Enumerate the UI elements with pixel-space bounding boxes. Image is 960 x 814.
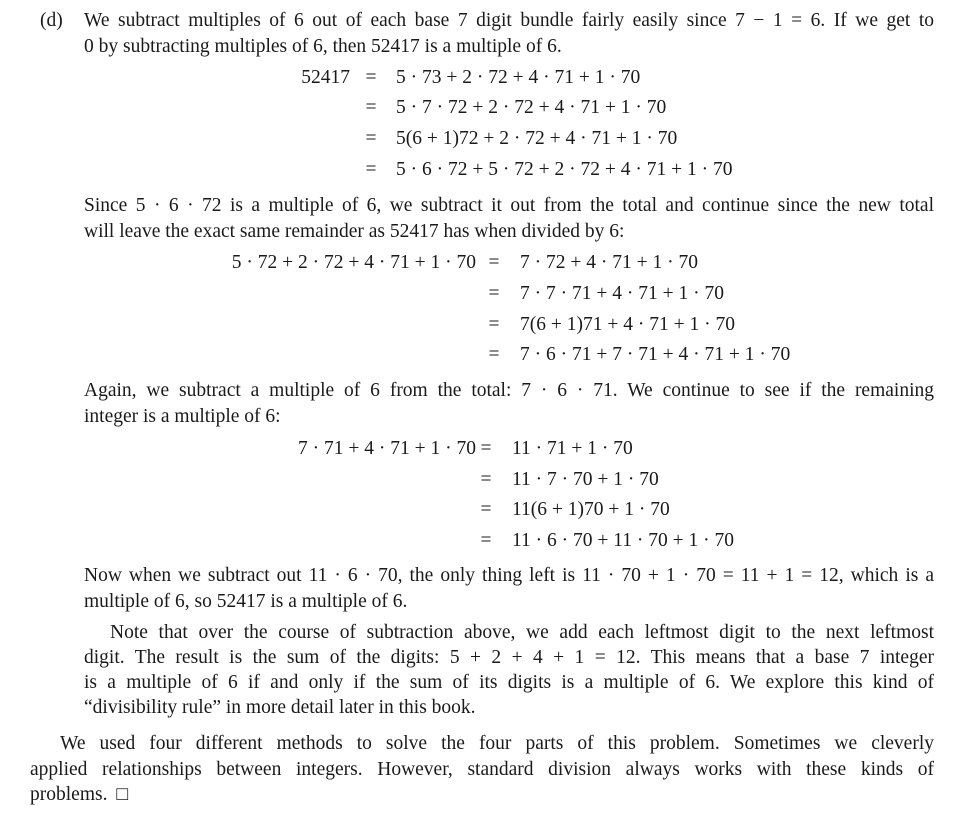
eq1-lhs: 52417: [301, 67, 350, 88]
eq1-rhs-2: 5 · 7 · 72 + 2 · 72 + 4 · 71 + 1 · 70: [396, 97, 667, 118]
eq2-equals-1: =: [488, 252, 500, 273]
para2-line-2: will leave the exact same remainder as 52417 has when divided by 6:: [84, 221, 625, 242]
para5-line-4: “divisibility rule” in more detail later in this book.: [84, 697, 476, 718]
eq3-rhs-2: 11 · 7 · 70 + 1 · 70: [512, 469, 659, 490]
eq3-rhs-3: 11(6 + 1)70 + 1 · 70: [512, 499, 670, 520]
conclusion-line-3: [30, 782, 128, 807]
para3-line-2: integer is a multiple of 6:: [84, 406, 281, 427]
eq2-rhs-3: 7(6 + 1)71 + 4 · 71 + 1 · 70: [520, 314, 735, 335]
eq1-rhs-1: 5 · 73 + 2 · 72 + 4 · 71 + 1 · 70: [396, 67, 641, 88]
eq2-equals-3: =: [488, 314, 500, 335]
eq2-lhs: 5 · 72 + 2 · 72 + 4 · 71 + 1 · 70: [231, 252, 476, 273]
eq3-rhs-1: 11 · 71 + 1 · 70: [512, 438, 633, 459]
eq1-rhs-4: 5 · 6 · 72 + 5 · 72 + 2 · 72 + 4 · 71 + 1 · 70: [396, 159, 733, 180]
para4-line-1: Now when we subtract out 11 · 6 · 70, the only thing left is 11 · 70 + 1 · 70 = 11 + 1 = 12, which is a: [84, 565, 934, 586]
eq2-equals-2: =: [488, 283, 500, 304]
conclusion-line-2: applied relationships between integers. However, standard division always works with these kinds of: [30, 759, 934, 780]
conclusion-line-1: We used four different methods to solve the four parts of this problem. Sometimes we cleverly: [60, 733, 934, 754]
conclusion-last-words: problems.: [30, 784, 108, 805]
eq3-lhs: 7 · 71 + 4 · 71 + 1 · 70: [298, 438, 476, 459]
para5-line-3: is a multiple of 6 if and only if the sum of its digits is a multiple of 6. We explore this kind of: [84, 672, 934, 693]
eq1-equals-4: =: [365, 159, 377, 180]
eq2-rhs-2: 7 · 7 · 71 + 4 · 71 + 1 · 70: [520, 283, 724, 304]
intro-line-2: 0 by subtracting multiples of 6, then 52417 is a multiple of 6.: [84, 36, 562, 57]
eq1-equals-2: =: [365, 97, 377, 118]
eq3-rhs-4: 11 · 6 · 70 + 11 · 70 + 1 · 70: [512, 530, 735, 551]
eq1-rhs-3: 5(6 + 1)72 + 2 · 72 + 4 · 71 + 1 · 70: [396, 128, 678, 149]
eq3-equals-3: =: [480, 499, 492, 520]
eq2-rhs-1: 7 · 72 + 4 · 71 + 1 · 70: [520, 252, 698, 273]
qed-box-icon: □: [116, 784, 129, 805]
eq2-equals-4: =: [488, 344, 500, 365]
eq3-equals-1: =: [480, 438, 492, 459]
eq2-rhs-4: 7 · 6 · 71 + 7 · 71 + 4 · 71 + 1 · 70: [520, 344, 791, 365]
para3-line-1: Again, we subtract a multiple of 6 from the total: 7 · 6 · 71. We continue to see if the remaining: [84, 380, 934, 401]
para5-line-1: Note that over the course of subtraction above, we add each leftmost digit to the next leftmost: [110, 622, 934, 643]
part-label: (d): [40, 10, 63, 31]
eq1-equals-1: =: [365, 67, 377, 88]
eq1-equals-3: =: [365, 128, 377, 149]
para4-line-2: multiple of 6, so 52417 is a multiple of 6.: [84, 591, 408, 612]
para5-line-2: digit. The result is the sum of the digits: 5 + 2 + 4 + 1 = 12. This means that a base 7 integer: [84, 647, 934, 668]
para2-line-1: Since 5 · 6 · 72 is a multiple of 6, we subtract it out from the total and continue since the new total: [84, 195, 934, 216]
eq3-equals-4: =: [480, 530, 492, 551]
eq3-equals-2: =: [480, 469, 492, 490]
intro-line-1: We subtract multiples of 6 out of each base 7 digit bundle fairly easily since 7 − 1 = 6. If we get to: [84, 10, 934, 31]
